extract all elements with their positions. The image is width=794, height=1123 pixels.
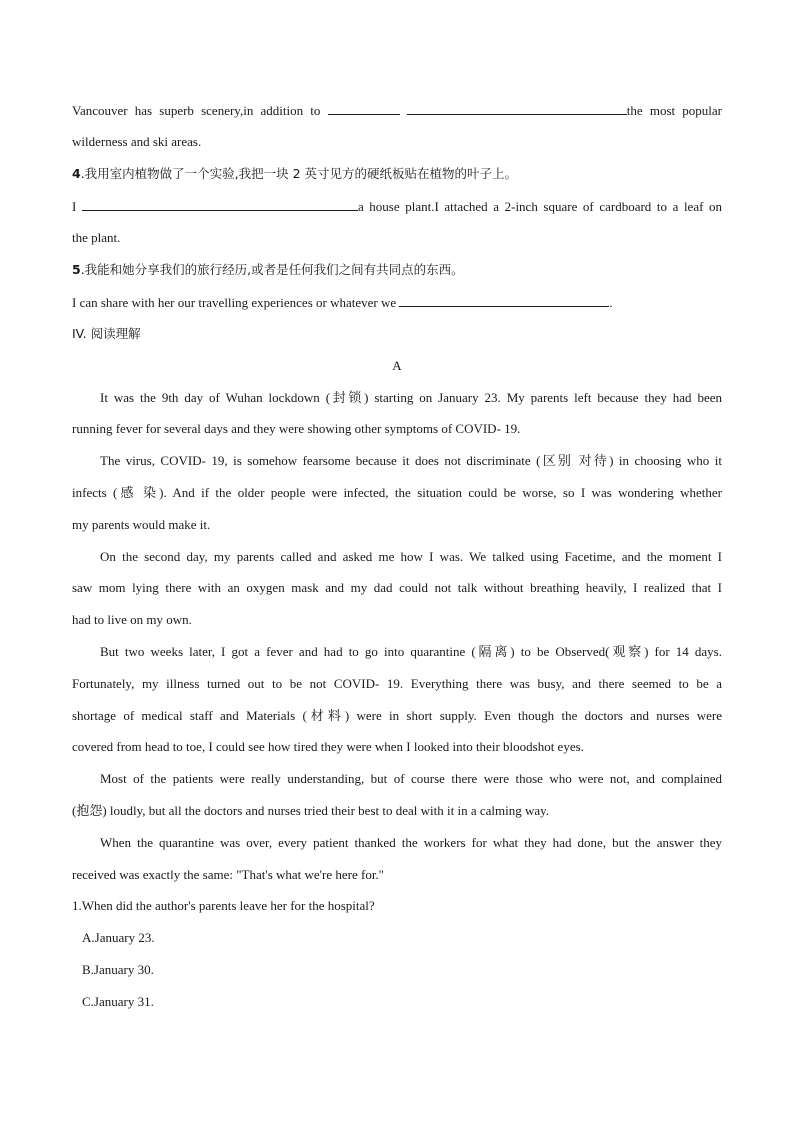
q3-text-a: Vancouver has superb scenery,in addition to bbox=[72, 103, 321, 118]
passage-p5-l2: (抱怨) loudly, but all the doctors and nurses tried their best to deal with it in a calming way. bbox=[72, 803, 550, 818]
passage-p3-l3: had to live on my own. bbox=[72, 612, 192, 627]
q5-prompt bbox=[72, 262, 722, 278]
q3-blank-1[interactable] bbox=[328, 102, 400, 115]
q4-prompt-text: .我用室内植物做了一个实验,我把一块 2 英寸见方的硬纸板贴在植物的叶子上。 bbox=[80, 166, 518, 181]
passage-p3-l2: saw mom lying there with an oxygen mask and my dad could not talk without breathing heavily, I realized that I bbox=[72, 580, 722, 595]
q3-blank-2[interactable] bbox=[407, 102, 627, 115]
q5-text-b: . bbox=[609, 295, 613, 310]
q3-line-2: wilderness and ski areas. bbox=[72, 134, 202, 149]
question-1-option-a[interactable]: A.January 23. bbox=[82, 930, 155, 945]
question-1-stem: 1.When did the author's parents leave her for the hospital? bbox=[72, 898, 375, 913]
passage-p4-l4: covered from head to toe, I could see how tired they were when I looked into their bloodshot eyes. bbox=[72, 739, 584, 754]
q5-text-a: I can share with her our travelling experiences or whatever we bbox=[72, 295, 397, 310]
q3-line-1 bbox=[72, 102, 722, 119]
passage-p3-l1: On the second day, my parents called and asked me how I was. We talked using Facetime, and the moment I bbox=[100, 549, 722, 564]
q4-line-1 bbox=[72, 198, 722, 215]
passage-p4-l3: shortage of medical staff and Materials (材料) were in short supply. Even though the doctors and nurses were bbox=[72, 708, 722, 723]
q4-prompt bbox=[72, 166, 722, 182]
question-1-option-b[interactable]: B.January 30. bbox=[82, 962, 154, 977]
passage-p1-l2: running fever for several days and they were showing other symptoms of COVID- 19. bbox=[72, 421, 521, 436]
q4-number: 4 bbox=[72, 166, 81, 181]
q5-number: 5 bbox=[72, 262, 81, 277]
q4-text-a: I bbox=[72, 199, 77, 214]
q3-text-b: the most popular bbox=[626, 103, 723, 118]
passage-p2-l2: infects (感 染). And if the older people were infected, the situation could be worse, so I was wondering whether bbox=[72, 485, 722, 500]
passage-p4-l1: But two weeks later, I got a fever and had to go into quarantine (隔离) to be Observed(观察) for 14 days. bbox=[100, 644, 722, 659]
q4-line-2: the plant. bbox=[72, 230, 121, 245]
passage-p4-l2: Fortunately, my illness turned out to be not COVID- 19. Everything there was busy, and there seemed to be a bbox=[72, 676, 722, 691]
passage-p1-l1: It was the 9th day of Wuhan lockdown (封锁) starting on January 23. My parents left because they had been bbox=[100, 390, 722, 405]
q5-blank[interactable] bbox=[399, 294, 609, 307]
passage-p6-l2: received was exactly the same: "That's what we're here for." bbox=[72, 867, 384, 882]
q5-line-1 bbox=[72, 294, 722, 311]
passage-label: A bbox=[392, 358, 402, 373]
passage-p6-l1: When the quarantine was over, every patient thanked the workers for what they had done, but the answer they bbox=[100, 835, 722, 850]
q4-blank[interactable] bbox=[82, 198, 358, 211]
question-1-option-c[interactable]: C.January 31. bbox=[82, 994, 154, 1009]
passage-p5-l1: Most of the patients were really understanding, but of course there were those who were not, and complained bbox=[100, 771, 722, 786]
passage-p2-l3: my parents would make it. bbox=[72, 517, 211, 532]
q5-prompt-text: .我能和她分享我们的旅行经历,或者是任何我们之间有共同点的东西。 bbox=[80, 262, 464, 277]
q4-text-b: a house plant.I attached a 2-inch square of cardboard to a leaf on bbox=[357, 199, 723, 214]
passage-p2-l1: The virus, COVID- 19, is somehow fearsome because it does not discriminate (区别 对待) in choosing who it bbox=[100, 453, 722, 468]
section-title: IV. 阅读理解 bbox=[72, 326, 141, 341]
